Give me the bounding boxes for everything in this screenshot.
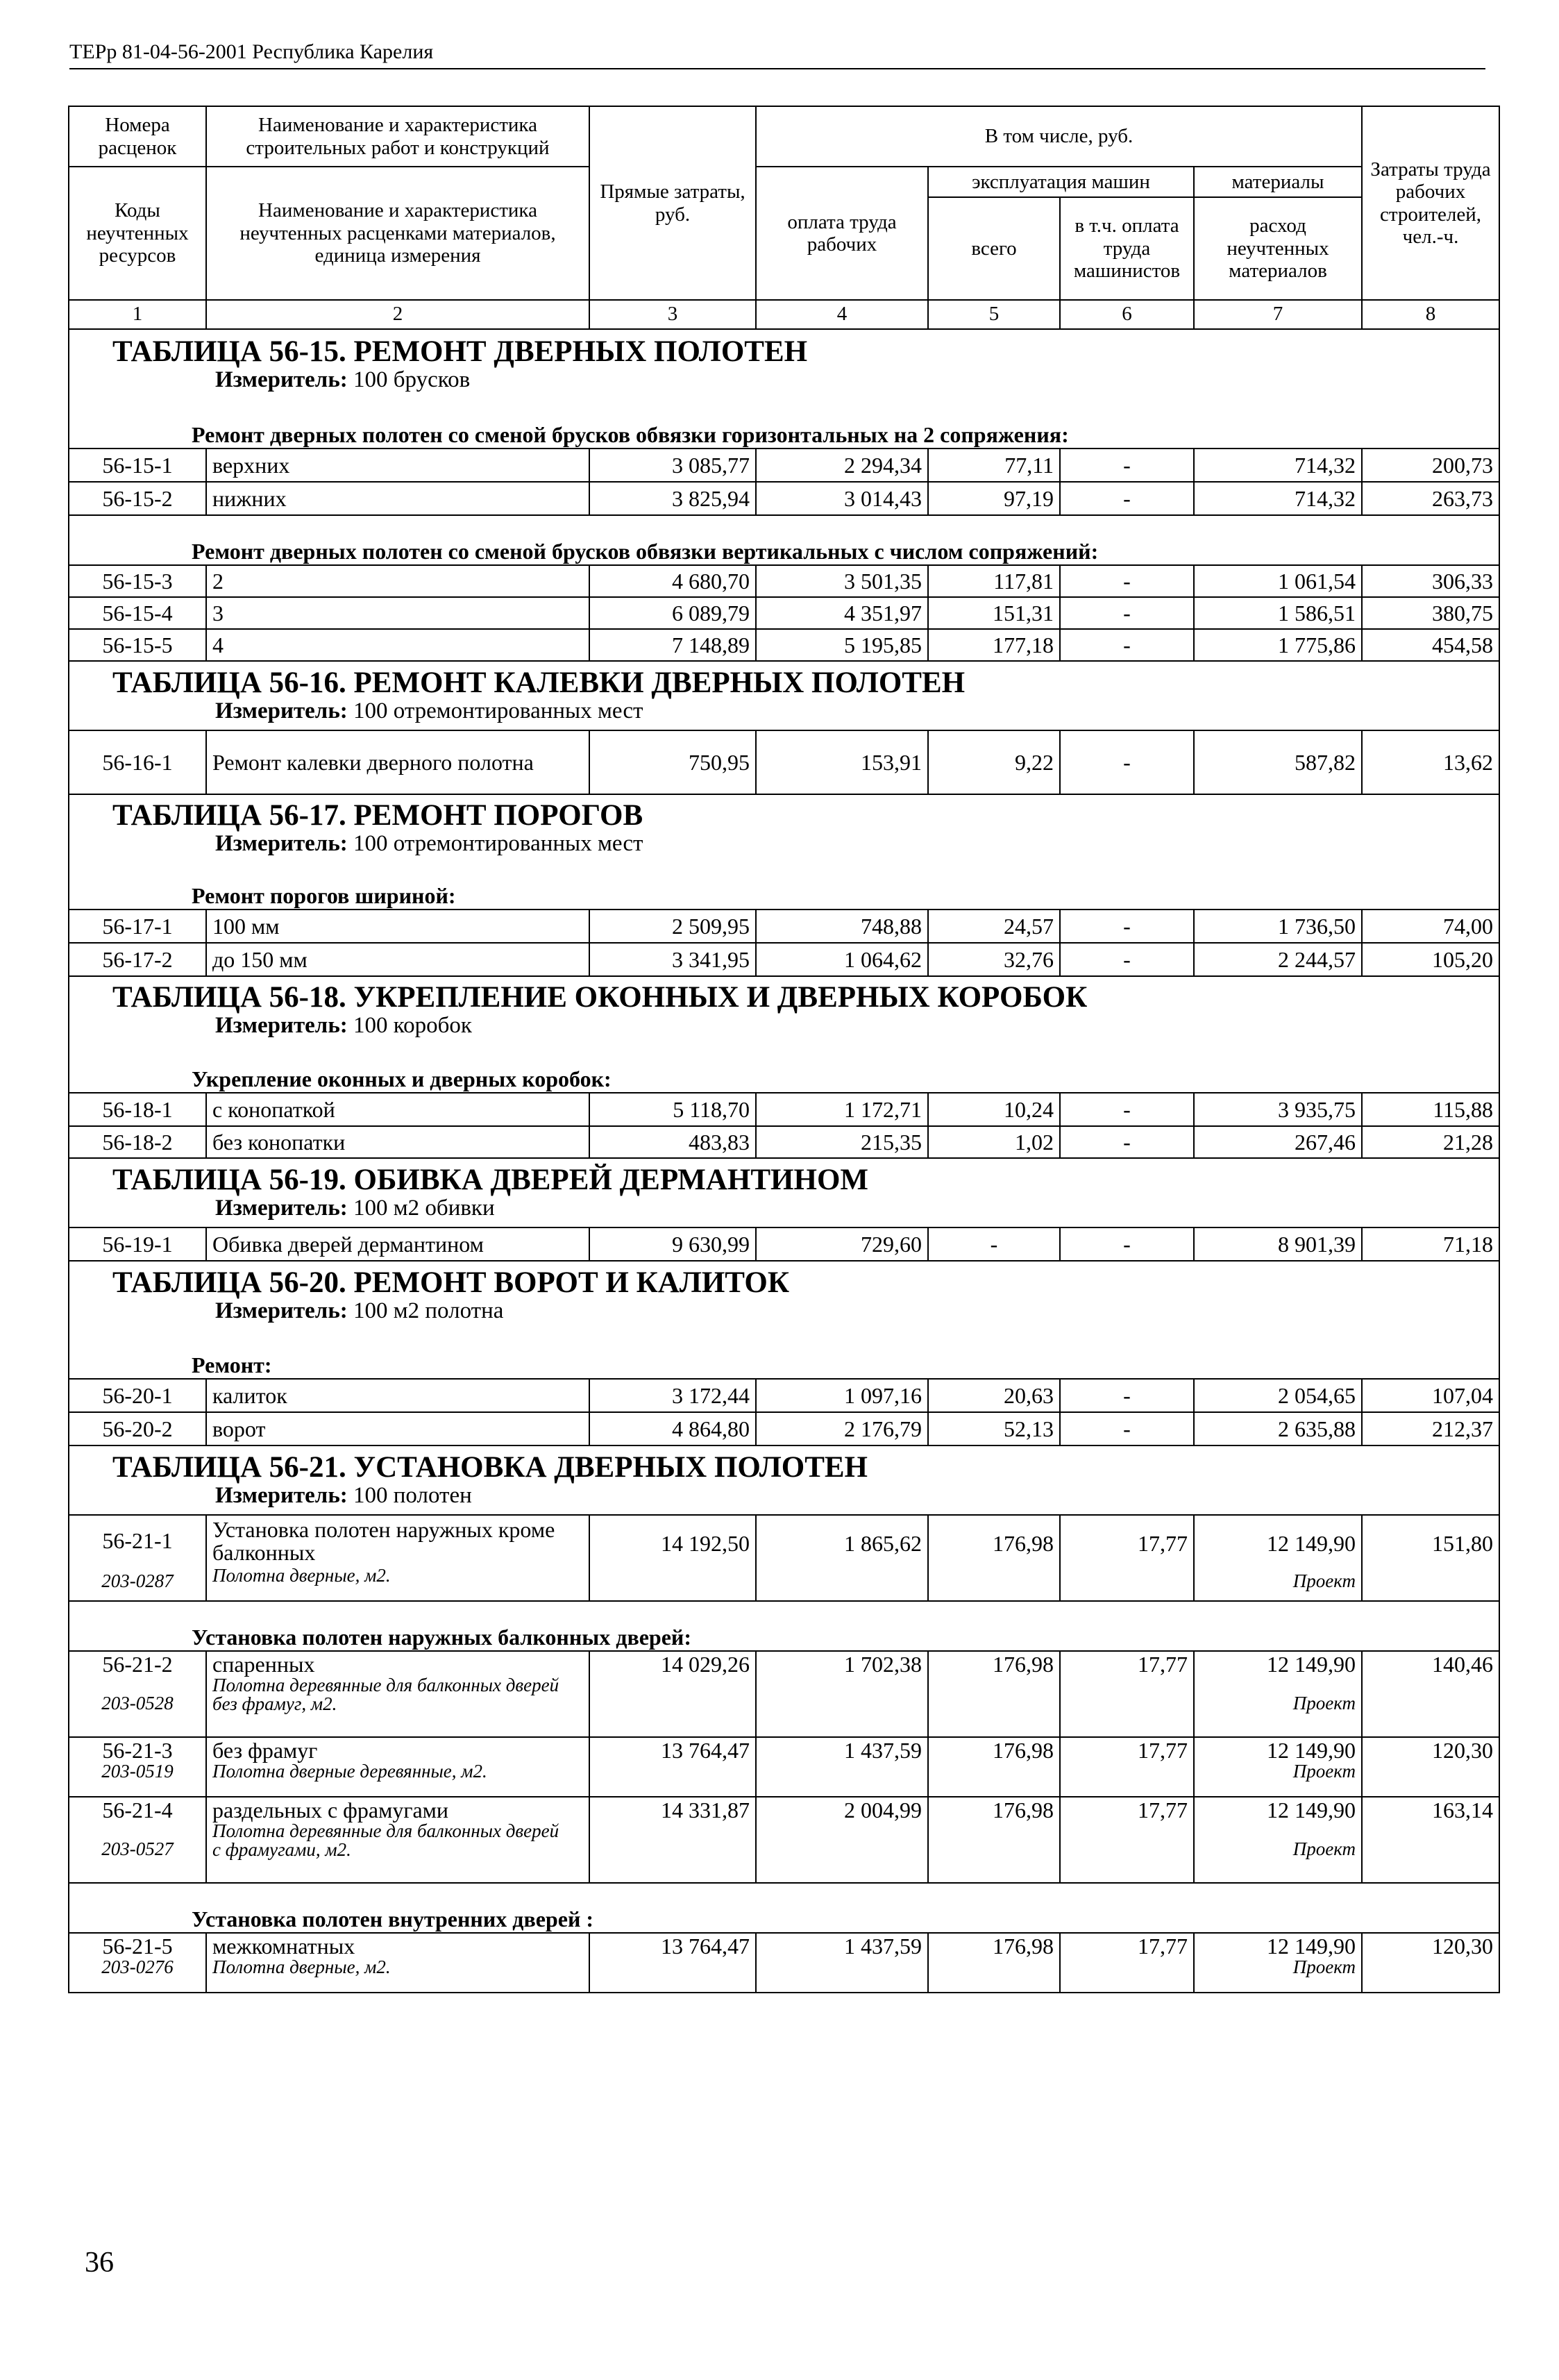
labor-hours: 120,30: [1362, 1933, 1499, 1993]
project-note: Проект: [1292, 1956, 1356, 1977]
machines-total: 117,81: [928, 565, 1060, 597]
operator-pay: -: [1060, 597, 1194, 629]
labor-hours: 13,62: [1362, 730, 1499, 794]
table-header-56-16: [69, 661, 1499, 730]
running-header: ТЕРр 81-04-56-2001 Республика Карелия: [69, 40, 434, 63]
header-work-name: Наименование и характеристика строительных работ и конструкций: [206, 106, 589, 167]
direct-costs: 14 331,87: [589, 1797, 756, 1883]
machines-total: 176,98: [928, 1515, 1060, 1601]
work-name-text: раздельных с фрамугами: [212, 1797, 449, 1822]
materials: [1194, 1515, 1362, 1601]
header-direct-costs: Прямые затраты, руб.: [589, 106, 756, 300]
machines-total: 176,98: [928, 1797, 1060, 1883]
rate-code: [69, 1737, 206, 1797]
machines-total: 176,98: [928, 1737, 1060, 1797]
resource-code: 203-0528: [101, 1692, 174, 1713]
header-machine-operation: эксплуатация машин: [928, 167, 1194, 197]
work-name: [206, 1651, 589, 1737]
project-note: Проект: [1292, 1570, 1356, 1591]
resource-name: Полотна дверные, м2.: [212, 1956, 391, 1977]
worker-pay: 4 351,97: [756, 597, 928, 629]
labor-hours: 74,00: [1362, 910, 1499, 943]
materials: 8 901,39: [1194, 1227, 1362, 1261]
work-name: Обивка дверей дермантином: [206, 1227, 589, 1261]
machines-total: 20,63: [928, 1379, 1060, 1412]
work-name: [206, 1797, 589, 1883]
rate-code: 56-17-1: [69, 910, 206, 943]
direct-costs: 9 630,99: [589, 1227, 756, 1261]
materials: 714,32: [1194, 482, 1362, 515]
table-meter: Измеритель: 100 брусков: [215, 367, 471, 393]
direct-costs: 3 341,95: [589, 943, 756, 976]
labor-hours: 212,37: [1362, 1412, 1499, 1445]
labor-hours: 105,20: [1362, 943, 1499, 976]
work-name: [206, 1515, 589, 1601]
work-name-text: Установка полотен наружных кроме балконных: [212, 1517, 555, 1565]
work-name: без конопатки: [206, 1126, 589, 1158]
direct-costs: 483,83: [589, 1126, 756, 1158]
rate-code: 56-16-1: [69, 730, 206, 794]
materials: [1194, 1737, 1362, 1797]
rate-code: 56-18-1: [69, 1093, 206, 1126]
header-rate-number: Номера расценок: [69, 106, 206, 167]
table-row: [69, 1412, 1499, 1445]
column-number: 1: [69, 300, 206, 329]
machines-total: 24,57: [928, 910, 1060, 943]
table-meter: Измеритель: 100 коробок: [215, 1013, 472, 1039]
labor-hours: 120,30: [1362, 1737, 1499, 1797]
group-heading: Ремонт:: [69, 1330, 1499, 1379]
machines-total: 176,98: [928, 1933, 1060, 1993]
operator-pay: -: [1060, 1093, 1194, 1126]
work-name: Ремонт калевки дверного полотна: [206, 730, 589, 794]
work-name: ворот: [206, 1412, 589, 1445]
materials: 1 586,51: [1194, 597, 1362, 629]
project-note: Проект: [1292, 1760, 1356, 1782]
rate-code: 56-15-3: [69, 565, 206, 597]
rate-code-value: 56-21-1: [102, 1528, 173, 1553]
operator-pay: -: [1060, 1379, 1194, 1412]
materials: 1 061,54: [1194, 565, 1362, 597]
table-title: ТАБЛИЦА 56-15. РЕМОНТ ДВЕРНЫХ ПОЛОТЕН: [112, 335, 808, 369]
group-heading: Ремонт дверных полотен со сменой брусков обвязки вертикальных с числом сопряжений:: [69, 515, 1499, 565]
labor-hours: 163,14: [1362, 1797, 1499, 1883]
rate-code-value: 56-21-5: [102, 1934, 173, 1959]
operator-pay: -: [1060, 910, 1194, 943]
materials: 2 054,65: [1194, 1379, 1362, 1412]
table-title: ТАБЛИЦА 56-18. УКРЕПЛЕНИЕ ОКОННЫХ И ДВЕРНЫХ КОРОБОК: [112, 981, 1088, 1014]
resource-code: 203-0287: [101, 1570, 174, 1591]
table-meter: Измеритель: 100 м2 обивки: [215, 1196, 495, 1221]
machines-total: 151,31: [928, 597, 1060, 629]
header-including: В том числе, руб.: [756, 106, 1362, 167]
worker-pay: 3 501,35: [756, 565, 928, 597]
materials: 2 244,57: [1194, 943, 1362, 976]
worker-pay: 5 195,85: [756, 629, 928, 661]
table-title: ТАБЛИЦА 56-17. РЕМОНТ ПОРОГОВ: [112, 799, 643, 832]
rate-code: [69, 1797, 206, 1883]
resource-name: Полотна деревянные для балконных дверей с фрамугами, м2.: [212, 1820, 559, 1861]
column-number: 5: [928, 300, 1060, 329]
project-note: Проект: [1292, 1692, 1356, 1713]
norms-table: [68, 106, 1500, 1993]
work-name: [206, 1737, 589, 1797]
direct-costs: 13 764,47: [589, 1933, 756, 1993]
operator-pay: -: [1060, 565, 1194, 597]
worker-pay: 2 176,79: [756, 1412, 928, 1445]
worker-pay: 748,88: [756, 910, 928, 943]
table-header-56-20: [69, 1261, 1499, 1330]
worker-pay: 1 097,16: [756, 1379, 928, 1412]
labor-hours: 151,80: [1362, 1515, 1499, 1601]
rate-code-value: 56-21-4: [102, 1797, 173, 1822]
work-name: 4: [206, 629, 589, 661]
worker-pay: 215,35: [756, 1126, 928, 1158]
labor-hours: 115,88: [1362, 1093, 1499, 1126]
labor-hours: 454,58: [1362, 629, 1499, 661]
worker-pay: 729,60: [756, 1227, 928, 1261]
resource-name: Полотна дверные деревянные, м2.: [212, 1760, 487, 1782]
materials: 714,32: [1194, 449, 1362, 482]
worker-pay: 2 004,99: [756, 1797, 928, 1883]
rate-code: 56-15-4: [69, 597, 206, 629]
machines-total: -: [928, 1227, 1060, 1261]
labor-hours: 140,46: [1362, 1651, 1499, 1737]
operator-pay: -: [1060, 449, 1194, 482]
header-machines-total: всего: [928, 197, 1060, 300]
resource-code: 203-0519: [101, 1760, 174, 1782]
worker-pay: 2 294,34: [756, 449, 928, 482]
materials: [1194, 1933, 1362, 1993]
resource-name: Полотна дверные, м2.: [212, 1565, 391, 1586]
rate-code: 56-19-1: [69, 1227, 206, 1261]
header-material-consumption: расход неучтенных материалов: [1194, 197, 1362, 300]
operator-pay: 17,77: [1060, 1651, 1194, 1737]
work-name: нижних: [206, 482, 589, 515]
direct-costs: 2 509,95: [589, 910, 756, 943]
materials: 3 935,75: [1194, 1093, 1362, 1126]
table-row: [69, 910, 1499, 943]
rate-code-value: 56-21-3: [102, 1738, 173, 1763]
table-header-56-21: [69, 1445, 1499, 1515]
project-note: Проект: [1292, 1838, 1356, 1859]
column-number: 3: [589, 300, 756, 329]
table-meter: Измеритель: 100 отремонтированных мест: [215, 831, 643, 857]
operator-pay: -: [1060, 482, 1194, 515]
table-header-56-15: [69, 329, 1499, 399]
worker-pay: 153,91: [756, 730, 928, 794]
column-number: 7: [1194, 300, 1362, 329]
materials-value: 12 149,90: [1267, 1797, 1356, 1822]
machines-total: 10,24: [928, 1093, 1060, 1126]
page-number: 36: [85, 2247, 114, 2279]
worker-pay: 1 172,71: [756, 1093, 928, 1126]
worker-pay: 1 437,59: [756, 1737, 928, 1797]
work-name: калиток: [206, 1379, 589, 1412]
direct-costs: 3 085,77: [589, 449, 756, 482]
table-row: [69, 1933, 1499, 1993]
machines-total: 177,18: [928, 629, 1060, 661]
table-row: [69, 1227, 1499, 1261]
direct-costs: 750,95: [589, 730, 756, 794]
rate-code: 56-15-5: [69, 629, 206, 661]
work-name-text: без фрамуг: [212, 1738, 318, 1763]
labor-hours: 71,18: [1362, 1227, 1499, 1261]
group-heading: Установка полотен наружных балконных дверей:: [69, 1601, 1499, 1651]
table-row: [69, 1651, 1499, 1737]
machines-total: 77,11: [928, 449, 1060, 482]
table-title: ТАБЛИЦА 56-20. РЕМОНТ ВОРОТ И КАЛИТОК: [112, 1266, 790, 1300]
table-row: [69, 1797, 1499, 1883]
materials: 1 775,86: [1194, 629, 1362, 661]
table-row: [69, 482, 1499, 515]
operator-pay: 17,77: [1060, 1797, 1194, 1883]
column-number: 8: [1362, 300, 1499, 329]
table-title: ТАБЛИЦА 56-21. УСТАНОВКА ДВЕРНЫХ ПОЛОТЕН: [112, 1451, 868, 1484]
table-row: [69, 449, 1499, 482]
worker-pay: 3 014,43: [756, 482, 928, 515]
materials-value: 12 149,90: [1267, 1652, 1356, 1677]
rate-code: [69, 1933, 206, 1993]
labor-hours: 263,73: [1362, 482, 1499, 515]
materials-value: 12 149,90: [1267, 1934, 1356, 1959]
table-meter: Измеритель: 100 отремонтированных мест: [215, 698, 643, 724]
table-row: [69, 943, 1499, 976]
work-name: 3: [206, 597, 589, 629]
rate-code: 56-17-2: [69, 943, 206, 976]
direct-costs: 6 089,79: [589, 597, 756, 629]
machines-total: 176,98: [928, 1651, 1060, 1737]
resource-code: 203-0527: [101, 1838, 174, 1859]
rate-code: 56-20-1: [69, 1379, 206, 1412]
work-name: верхних: [206, 449, 589, 482]
table-row: [69, 730, 1499, 794]
header-materials: материалы: [1194, 167, 1362, 197]
machines-total: 52,13: [928, 1412, 1060, 1445]
rate-code-value: 56-21-2: [102, 1652, 173, 1677]
table-title: ТАБЛИЦА 56-16. РЕМОНТ КАЛЕВКИ ДВЕРНЫХ ПОЛОТЕН: [112, 667, 966, 700]
column-number: 2: [206, 300, 589, 329]
labor-hours: 306,33: [1362, 565, 1499, 597]
header-worker-pay: оплата труда рабочих: [756, 167, 928, 300]
materials: [1194, 1797, 1362, 1883]
group-heading: Установка полотен внутренних дверей :: [69, 1883, 1499, 1933]
direct-costs: 3 825,94: [589, 482, 756, 515]
operator-pay: -: [1060, 943, 1194, 976]
work-name-text: спаренных: [212, 1652, 315, 1677]
work-name: 100 мм: [206, 910, 589, 943]
table-header-56-18: [69, 976, 1499, 1044]
direct-costs: 13 764,47: [589, 1737, 756, 1797]
table-row: [69, 1515, 1499, 1601]
operator-pay: 17,77: [1060, 1515, 1194, 1601]
direct-costs: 4 864,80: [589, 1412, 756, 1445]
direct-costs: 4 680,70: [589, 565, 756, 597]
worker-pay: 1 865,62: [756, 1515, 928, 1601]
table-header-56-17: [69, 794, 1499, 862]
materials: 587,82: [1194, 730, 1362, 794]
operator-pay: 17,77: [1060, 1737, 1194, 1797]
labor-hours: 200,73: [1362, 449, 1499, 482]
machines-total: 1,02: [928, 1126, 1060, 1158]
group-heading: Укрепление оконных и дверных коробок:: [69, 1044, 1499, 1093]
worker-pay: 1 437,59: [756, 1933, 928, 1993]
table-row: [69, 1126, 1499, 1158]
header-operator-pay: в т.ч. оплата труда машинистов: [1060, 197, 1194, 300]
operator-pay: -: [1060, 1227, 1194, 1261]
operator-pay: -: [1060, 730, 1194, 794]
machines-total: 9,22: [928, 730, 1060, 794]
work-name-text: межкомнатных: [212, 1934, 355, 1959]
rate-code: 56-15-1: [69, 449, 206, 482]
materials-value: 12 149,90: [1267, 1531, 1356, 1556]
rate-code: [69, 1651, 206, 1737]
group-heading: Ремонт порогов шириной:: [69, 862, 1499, 910]
header-labor-hours: Затраты труда рабочих строителей, чел.-ч.: [1362, 106, 1499, 300]
materials: 1 736,50: [1194, 910, 1362, 943]
labor-hours: 21,28: [1362, 1126, 1499, 1158]
header-resource-codes: Коды неучтенных ресурсов: [69, 167, 206, 300]
column-number: 4: [756, 300, 928, 329]
table-row: [69, 1093, 1499, 1126]
table-row: [69, 597, 1499, 629]
table-row: [69, 629, 1499, 661]
machines-total: 32,76: [928, 943, 1060, 976]
rate-code: 56-20-2: [69, 1412, 206, 1445]
work-name: с конопаткой: [206, 1093, 589, 1126]
materials: [1194, 1651, 1362, 1737]
direct-costs: 3 172,44: [589, 1379, 756, 1412]
table-meter: Измеритель: 100 полотен: [215, 1483, 472, 1509]
header-material-name: Наименование и характеристика неучтенных расценками материалов, единица измерения: [206, 167, 589, 300]
materials: 267,46: [1194, 1126, 1362, 1158]
direct-costs: 5 118,70: [589, 1093, 756, 1126]
table-meter: Измеритель: 100 м2 полотна: [215, 1298, 504, 1324]
materials: 2 635,88: [1194, 1412, 1362, 1445]
operator-pay: 17,77: [1060, 1933, 1194, 1993]
labor-hours: 107,04: [1362, 1379, 1499, 1412]
direct-costs: 7 148,89: [589, 629, 756, 661]
group-heading: Ремонт дверных полотен со сменой брусков обвязки горизонтальных на 2 сопряжения:: [69, 399, 1499, 449]
table-row: [69, 565, 1499, 597]
rate-code: [69, 1515, 206, 1601]
labor-hours: 380,75: [1362, 597, 1499, 629]
work-name: 2: [206, 565, 589, 597]
operator-pay: -: [1060, 1126, 1194, 1158]
table-header-56-19: [69, 1158, 1499, 1227]
table-row: [69, 1737, 1499, 1797]
rate-code: 56-15-2: [69, 482, 206, 515]
resource-name: Полотна деревянные для балконных дверей без фрамуг, м2.: [212, 1674, 559, 1715]
worker-pay: 1 064,62: [756, 943, 928, 976]
direct-costs: 14 029,26: [589, 1651, 756, 1737]
operator-pay: -: [1060, 629, 1194, 661]
table-row: [69, 1379, 1499, 1412]
work-name: [206, 1933, 589, 1993]
column-number: 6: [1060, 300, 1194, 329]
work-name: до 150 мм: [206, 943, 589, 976]
materials-value: 12 149,90: [1267, 1738, 1356, 1763]
operator-pay: -: [1060, 1412, 1194, 1445]
header-rule: [69, 68, 1485, 69]
machines-total: 97,19: [928, 482, 1060, 515]
direct-costs: 14 192,50: [589, 1515, 756, 1601]
rate-code: 56-18-2: [69, 1126, 206, 1158]
resource-code: 203-0276: [101, 1956, 174, 1977]
worker-pay: 1 702,38: [756, 1651, 928, 1737]
table-title: ТАБЛИЦА 56-19. ОБИВКА ДВЕРЕЙ ДЕРМАНТИНОМ: [112, 1164, 868, 1197]
